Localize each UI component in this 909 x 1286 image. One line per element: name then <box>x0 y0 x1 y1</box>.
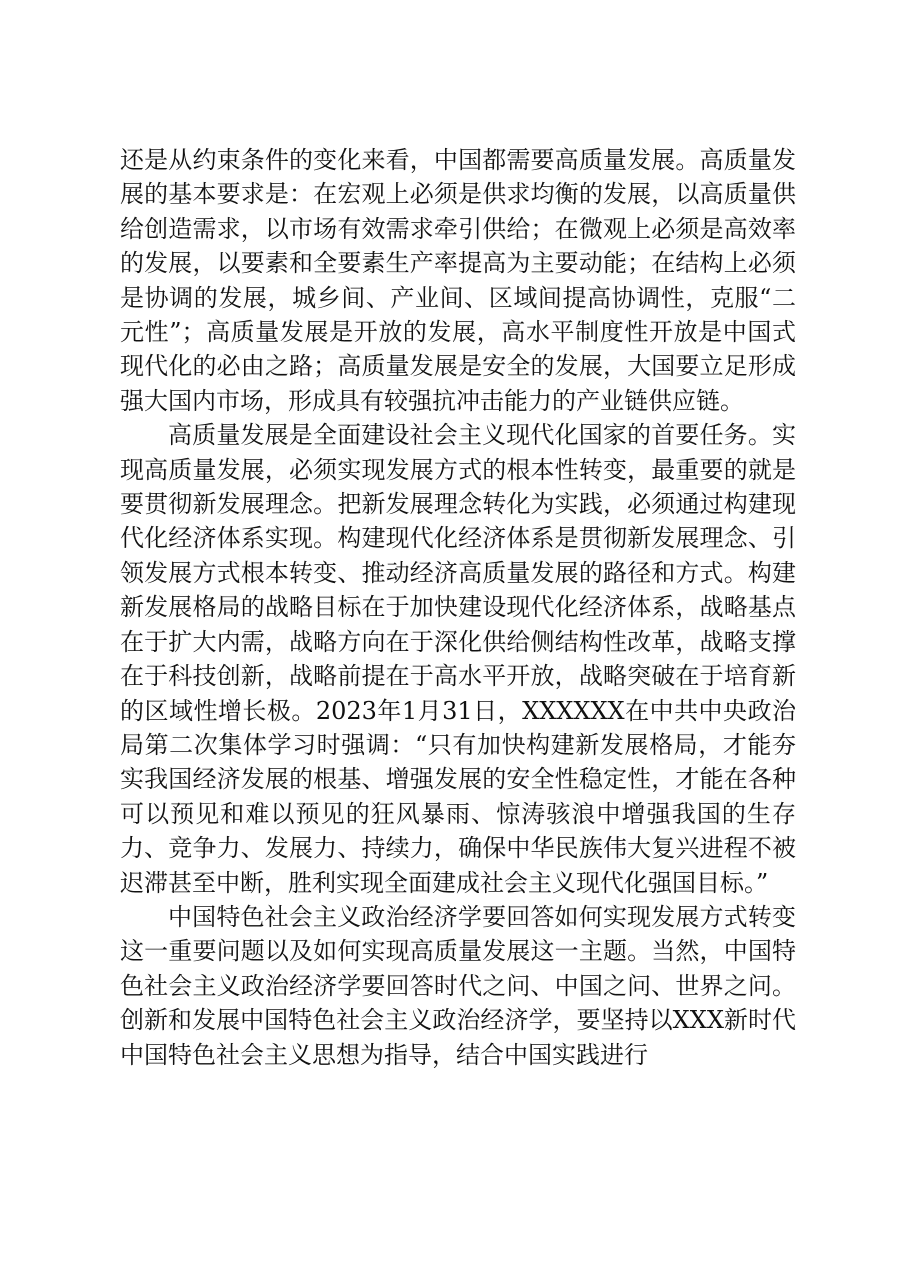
paragraph-continuation: 还是从约束条件的变化来看，中国都需要高质量发展。高质量发展的基本要求是：在宏观上必须是供求均衡的发展，以高质量供给创造需求，以市场有效需求牵引供给；在微观上必须是高效率的发展，以要素和全要素生产率提高为主要动能；在结构上必须是协调的发展，城乡间、产业间、区域间提高协调性，克服“二元性”；高质量发展是开放的发展，高水平制度性开放是中国式现代化的必由之路；高质量发展是安全的发展，大国要立足形成强大国内市场，形成具有较强抗冲击能力的产业链供应链。 <box>120 146 796 415</box>
document-page <box>120 143 796 1072</box>
paragraph-high-quality-development: 高质量发展是全面建设社会主义现代化国家的首要任务。实现高质量发展，必须实现发展方式的根本性转变，最重要的就是要贯彻新发展理念。把新发展理念转化为实践，必须通过构建现代化经济体系实现。构建现代化经济体系是贯彻新发展理念、引领发展方式根本转变、推动经济高质量发展的路径和方式。构建新发展格局的战略目标在于加快建设现代化经济体系，战略基点在于扩大内需，战略方向在于深化供给侧结构性改革，战略支撑在于科技创新，战略前提在于高水平开放，战略突破在于培育新的区域性增长极。2023年1月31日，XXXXXX在中共中央政治局第二次集体学习时强调：“只有加快构建新发展格局，才能夯实我国经济发展的根基、增强发展的安全性稳定性，才能在各种可以预见和难以预见的狂风暴雨、惊涛骇浪中增强我国的生存力、竞争力、发展力、持续力，确保中华民族伟大复兴进程不被迟滞甚至中断，胜利实现全面建成社会主义现代化强国目标。” <box>120 421 796 897</box>
paragraph-political-economy: 中国特色社会主义政治经济学要回答如何实现发展方式转变这一重要问题以及如何实现高质量发展这一主题。当然，中国特色社会主义政治经济学要回答时代之问、中国之问、世界之问。创新和发展中国特色社会主义政治经济学，要坚持以XXX新时代中国特色社会主义思想为指导，结合中国实践进行 <box>120 902 796 1069</box>
